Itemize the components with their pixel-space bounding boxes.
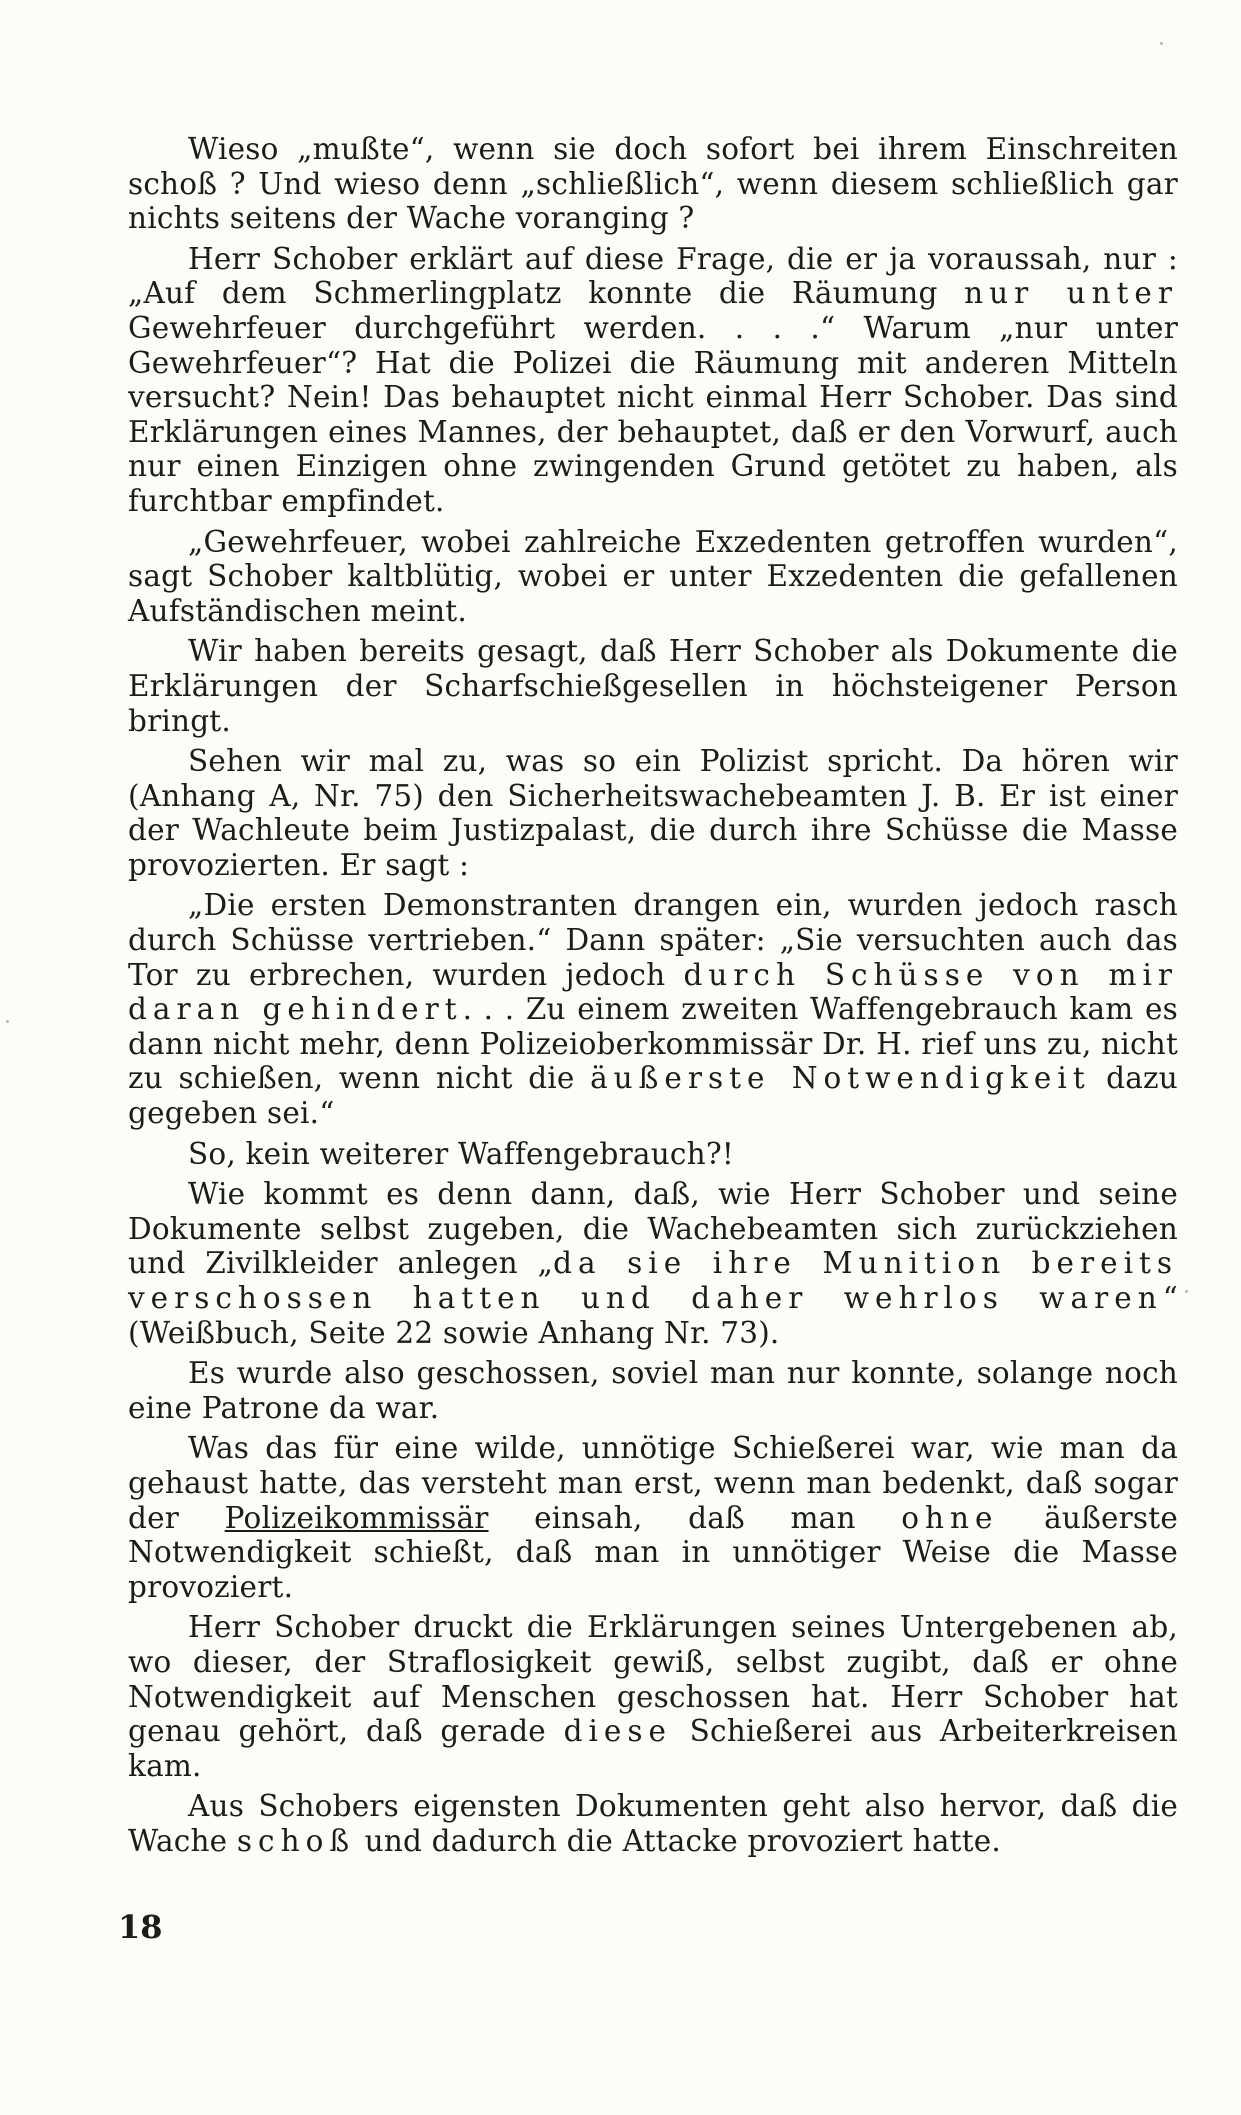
paragraph bbox=[128, 132, 1178, 236]
spaced-emphasis: ohne bbox=[901, 1500, 999, 1535]
page-number: 18 bbox=[118, 1908, 163, 1946]
text-run: Wieso „mußte“, wenn sie doch sofort bei ihrem Einschreiten schoß ? Und wieso denn „schließlich“, wenn diesem schließlich gar nichts seitens der Wache voranging ? bbox=[128, 132, 1178, 236]
paragraph bbox=[128, 242, 1178, 519]
text-run: Gewehrfeuer durchgeführt werden. . . .“ Warum „nur unter Gewehrfeuer“? Hat die Polizei die Räumung mit anderen Mitteln versucht? Nein! Das behauptet nicht einmal Herr Schober. Das sind Erklärungen eines Mannes, der behauptet, daß er den Vorwurf, auch nur einen Einzigen ohne zwingenden Grund getötet zu haben, als furchtbar empfindet. bbox=[128, 310, 1178, 518]
text-run: „Die ersten Demonstranten drangen ein, wurden jedoch rasch durch Schüsse vertrieben.“ Dann später: „Sie versuchten auch das Tor zu erbrechen, wurden jedoch bbox=[128, 888, 1178, 992]
text-run: Es wurde also geschossen, soviel man nur konnte, solange noch eine Patrone da war. bbox=[128, 1356, 1178, 1425]
paragraph bbox=[128, 744, 1178, 882]
paragraph bbox=[128, 1431, 1178, 1604]
text-run: und dadurch die Attacke provoziert hatte. bbox=[355, 1823, 1001, 1858]
spaced-emphasis: schoß bbox=[236, 1823, 356, 1858]
body-text bbox=[128, 132, 1178, 1865]
paragraph bbox=[128, 1610, 1178, 1783]
text-run: Was das für eine wilde, unnötige Schießerei war, wie man da gehaust hatte, das versteht man erst, wenn man bedenkt, daß sogar der bbox=[128, 1431, 1178, 1535]
text-run: Wir haben bereits gesagt, daß Herr Schober als Dokumente die Erklärungen der Scharfschießgesellen in höchsteigener Person bringt. bbox=[128, 634, 1178, 738]
print-speck bbox=[6, 1020, 9, 1023]
text-run: äußerste Notwendigkeit schießt, daß man in unnötiger Weise die Masse provoziert. bbox=[128, 1500, 1178, 1604]
text-run: . . . Zu einem zweiten Waffengebrauch kam es dann nicht mehr, denn Polizeioberkommissär Dr. H. rief uns zu, nicht zu schießen, wenn nicht die bbox=[128, 992, 1178, 1096]
paragraph bbox=[128, 1789, 1178, 1858]
text-run: Herr Schober druckt die Erklärungen seines Untergebenen ab, wo dieser, der Straflosigkeit gewiß, selbst zugibt, daß er ohne Notwendigkeit auf Menschen geschossen hat. Herr Schober hat genau gehört, daß gerade bbox=[128, 1610, 1178, 1749]
text-run: einsah, daß man bbox=[488, 1500, 902, 1535]
paragraph bbox=[128, 634, 1178, 738]
paragraph bbox=[128, 525, 1178, 629]
paragraph bbox=[128, 888, 1178, 1130]
print-speck bbox=[1160, 42, 1163, 45]
text-run: So, kein weiterer Waffengebrauch?! bbox=[188, 1136, 734, 1171]
text-run: “ (Weißbuch, Seite 22 sowie Anhang Nr. 73). bbox=[128, 1281, 1178, 1350]
text-run: Schießerei aus Arbeiterkreisen kam. bbox=[128, 1714, 1178, 1783]
text-run: Aus Schobers eigensten Dokumenten geht also hervor, daß die Wache bbox=[128, 1789, 1178, 1858]
spaced-emphasis: durch Schüsse von mir daran gehindert bbox=[128, 957, 1178, 1027]
spaced-emphasis: nur unter bbox=[964, 276, 1178, 311]
spaced-emphasis: diese bbox=[563, 1714, 672, 1749]
paragraph bbox=[128, 1356, 1178, 1425]
print-speck bbox=[1185, 1290, 1188, 1293]
spaced-emphasis: da sie ihre Munition bereits verschossen hatten und daher wehrlos waren bbox=[128, 1246, 1178, 1315]
spaced-emphasis: äußerste Notwendigkeit bbox=[590, 1061, 1091, 1096]
text-run: „Gewehrfeuer, wobei zahlreiche Exzedenten getroffen wurden“, sagt Schober kaltblütig, wobei er unter Exzedenten die gefallenen Aufständischen meint. bbox=[128, 524, 1178, 628]
text-run: Herr Schober erklärt auf diese Frage, die er ja voraussah, nur : „Auf dem Schmerlingplatz konnte die Räumung bbox=[128, 241, 1178, 311]
text-run: dazu gegeben sei.“ bbox=[128, 1061, 1178, 1131]
paragraph bbox=[128, 1137, 1178, 1172]
paragraph bbox=[128, 1177, 1178, 1350]
text-run: Sehen wir mal zu, was so ein Polizist spricht. Da hören wir (Anhang A, Nr. 75) den Sicherheitswachebeamten J. B. Er ist einer der Wachleute beim Justizpalast, die durch ihre Schüsse die Masse provozierten. Er sagt : bbox=[128, 744, 1178, 882]
underlined-text: Polizeikommissär bbox=[224, 1500, 489, 1535]
text-run: Wie kommt es denn dann, daß, wie Herr Schober und seine Dokumente selbst zugeben, die Wachebeamten sich zurückziehen und Zivilkleider anlegen „ bbox=[128, 1177, 1178, 1281]
